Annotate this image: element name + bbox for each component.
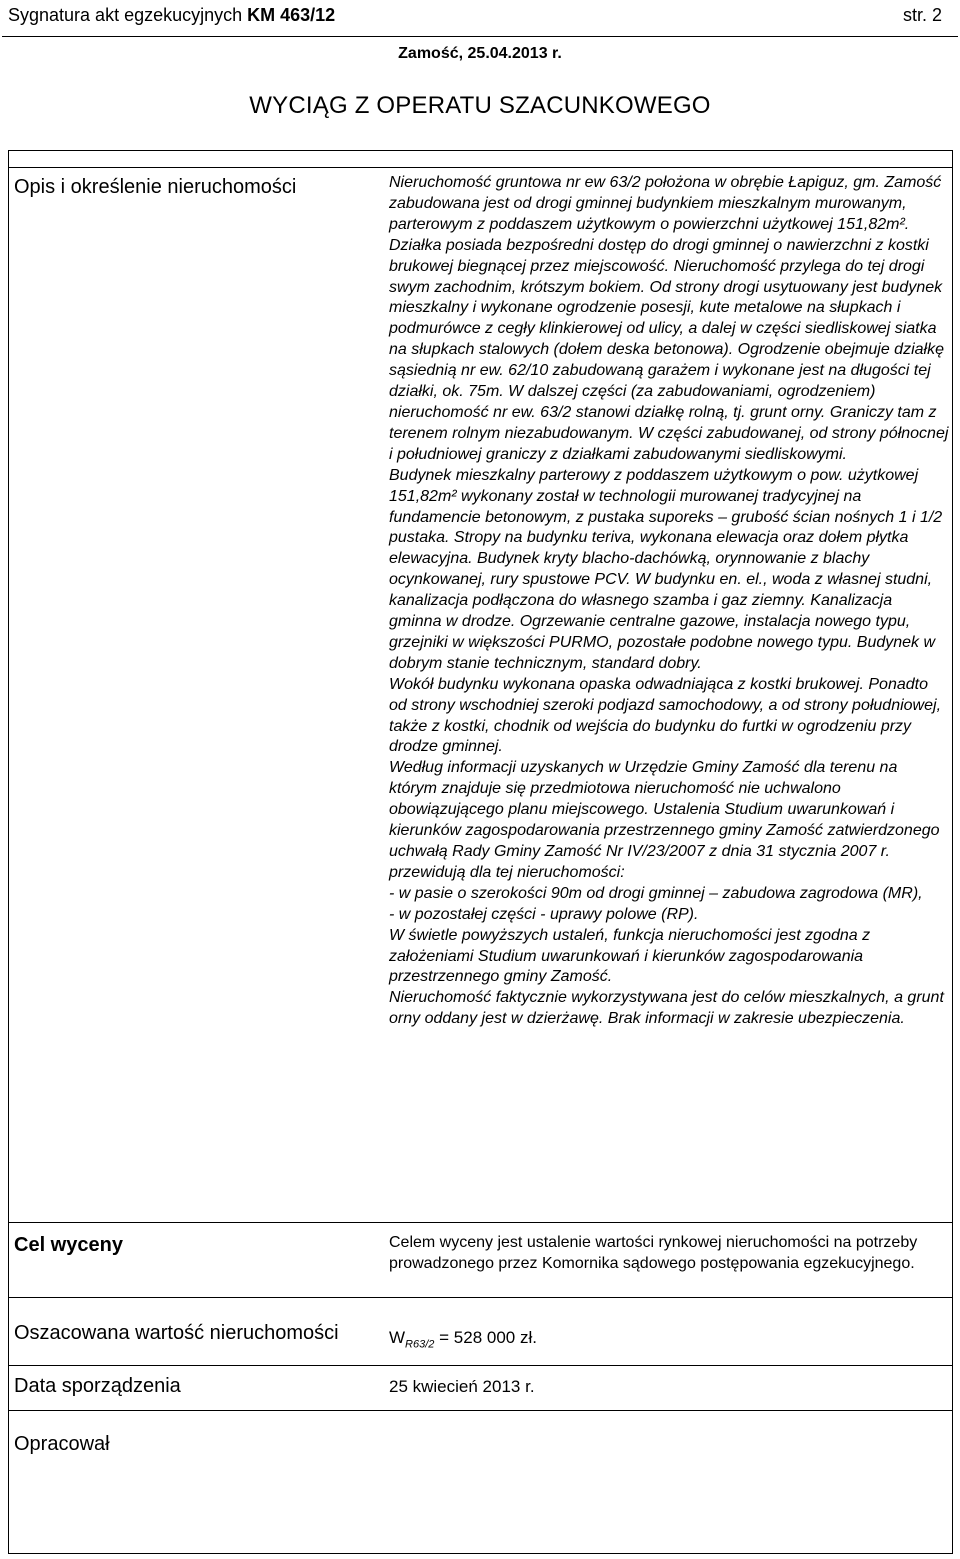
purpose-text: Celem wyceny jest ustalenie wartości rynkowej nieruchomości na potrzeby prowadzonego przez Komornika sądowego postępowania egzekucyjnego. — [389, 1234, 918, 1272]
case-signature-prefix: Sygnatura akt egzekucyjnych — [8, 5, 248, 25]
description-text: Nieruchomość gruntowa nr ew 63/2 położona w obrębie Łapiguz, gm. Zamość zabudowana jest od drogi gminnej budynkiem mieszkalnym murowanym, parterowym z poddaszem użytkowym o powierzchni użytkowej 151,82m². Działka posiada bezpośredni dostęp do drogi gminnej o nawierzchni z kostki brukowej biegnącej przez miejscowość. Nieruchomość przylega do tej drogi swym zachodnim, krótszym bokiem. Od strony drogi usytuowany jest budynek mieszkalny i wykonane ogrodzenie posesji, kute metalowe na słupkach i podmurówce z cegły klinkierowej od ulicy, a dalej w części siedliskowej siatka na słupkach stalowych (dołem deska betonowa). Ogrodzenie obejmuje działkę sąsiednią nr ew. 62/10 zabudowaną garażem i wykonane jest na długości tej działki, ok. 75m. W dalszej części (za zabudowaniami, ogrodzeniem) nieruchomość nr ew. 63/2 stanowi działkę rolną, tj. grunt orny. Graniczy tam z terenem rolnym niezabudowanym. W części zabudowanej, od strony północnej i południowej graniczy z działkami zabudowanymi siedliskowymi. Budynek mieszkalny parterowy z poddaszem użytkowym o pow. użytkowej 151,82m² wykonany został w technologii murowanej tradycyjnej na fundamencie betonowym, z pustaka suporeks – grubość ścian nośnych 1 i 1/2 pustaka. Stropy na budynku teriva, wykonana elewacja oraz dołem płytka elewacyjna. Budynek kryty blacho-dachówką, orynnowanie z blachy ocynkowanej, rury spustowe PCV. W budynku en. el., woda z własnej studni, kanalizacja podłączona do własnego szamba i gaz ziemny. Kanalizacja gminna w drodze. Ogrzewanie centralne gazowe, instalacja nowego typu, grzejniki w większości PURMO, pozostałe podobne nowego typu. Budynek w dobrym stanie technicznym, standard dobry. Wokół budynku wykonana opaska odwadniająca z kostki brukowej. Ponadto od strony wschodniej szeroki podjazd samochodowy, a od strony południowej, także z kostki, chodnik od wejścia do budynku do furtki w ogrodzeniu przy drodze gminnej. Według informacji uzyskanych w Urzędzie Gminy Zamość dla terenu na którym znajduje się przedmiotowa nieruchomość nie uchwalono obowiązującego planu miejscowego. Ustalenia Studium uwarunkowań i kierunków zagospodarowania przestrzennego gminy Zamość zatwierdzonego uchwałą Rady Gminy Zamość Nr IV/23/2007 z dnia 31 stycznia 2007 r. przewidują dla tej nieruchomości: - w pasie o szerokości 90m od drogi gminnej – zabudowa zagrodowa (MR), - w pozostałej części - uprawy polowe (RP). W świetle powyższych ustaleń, funkcja nieruchomości jest zgodna z założeniami Studium uwarunkowań i kierunków zagospodarowania przestrzennego gminy Zamość. Nieruchomość faktycznie wykorzystywana jest do celów mieszkalnych, a grunt orny oddany jest w dzierżawę. Brak informacji w zakresie ubezpieczenia. — [389, 174, 949, 1028]
page-number: str. 2 — [902, 5, 942, 25]
document-date: Zamość, 25.04.2013 r. — [398, 45, 562, 62]
case-signature — [8, 5, 335, 26]
date-label: Data sporządzenia — [14, 1375, 181, 1397]
value-symbol: W — [389, 1328, 406, 1347]
table-divider — [8, 1297, 953, 1298]
author-label: Opracował — [14, 1433, 110, 1455]
purpose-label: Cel wyceny — [14, 1234, 123, 1256]
table-divider — [8, 1410, 953, 1411]
description-label: Opis i określenie nieruchomości — [14, 176, 297, 198]
table-divider — [8, 167, 953, 168]
date-value: 25 kwiecień 2013 r. — [389, 1377, 535, 1396]
estimated-value — [389, 1328, 949, 1355]
table-divider — [8, 1365, 953, 1366]
case-number: KM 463/12 — [247, 5, 336, 25]
document-title: WYCIĄG Z OPERATU SZACUNKOWEGO — [249, 92, 711, 119]
table-divider — [8, 1222, 953, 1223]
header-divider — [2, 36, 958, 37]
value-subscript: R63/2 — [405, 1338, 435, 1351]
value-amount: = 528 000 zł. — [434, 1328, 537, 1347]
page-header — [8, 3, 952, 29]
value-label: Oszacowana wartość nieruchomości — [14, 1322, 339, 1344]
